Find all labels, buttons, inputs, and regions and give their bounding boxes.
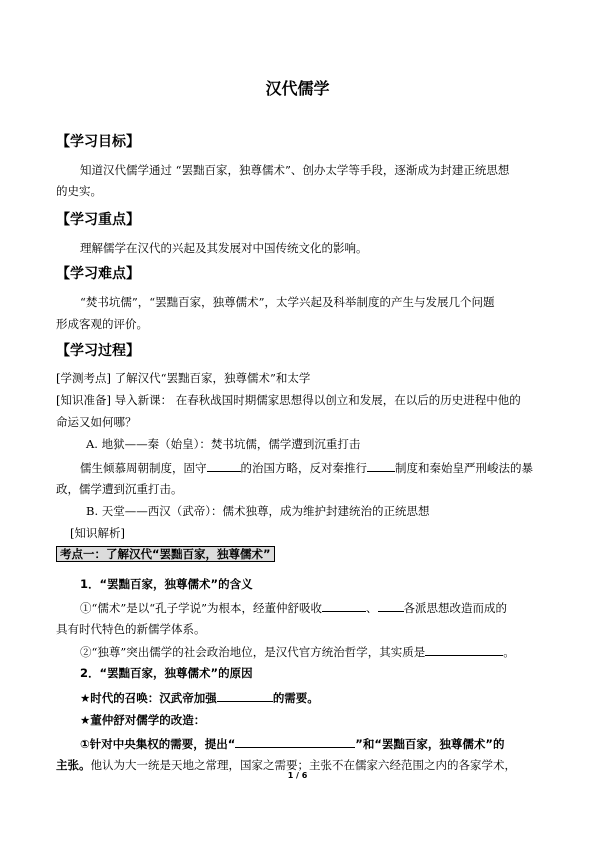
star-1-post: 的需要。: [272, 691, 319, 705]
meaning-1-mid: 、: [366, 601, 378, 615]
difficulty-text-line2: 形成客观的评价。: [56, 317, 148, 331]
heading-key-point: 【学习重点】: [56, 212, 140, 228]
option-a-para-line2: 政，儒学遭到沉重打击。: [56, 482, 183, 496]
knowledge-analysis-label: [知识解析]: [70, 526, 125, 540]
meaning-2-line: [80, 643, 515, 660]
a-para-mid: 的治国方略，反对秦推行: [240, 461, 367, 475]
option-b-line: B. 天堂——西汉（武帝）：儒术独尊，成为维护封建统治的正统思想: [86, 504, 430, 518]
goal-text-line1: 知道汉代儒学通过 “罢黜百家，独尊儒术”、创办太学等手段，逐渐成为封建正统思想: [80, 163, 510, 177]
meaning-line1: [80, 599, 507, 616]
star-1-pre: ★时代的召唤：汉武帝加强: [80, 691, 217, 705]
blank-absorb-1[interactable]: [322, 599, 366, 612]
heading-difficulty: 【学习难点】: [56, 266, 140, 282]
knowledge-prep-line2: 命运又如何哪？: [56, 415, 137, 429]
blank-essence[interactable]: [425, 643, 503, 656]
option-a-para-line1: [80, 459, 533, 476]
exam-point-line: [学测考点] 了解汉代“罢黜百家，独尊儒术”和太学: [56, 371, 311, 385]
page-number: 1 / 6: [287, 771, 308, 780]
star-line-1: [80, 689, 319, 706]
reform-1-pre: ①针对中央集权的需要，提出“: [80, 737, 236, 751]
blank-governance[interactable]: [207, 459, 241, 472]
reform-1-post: ”和“罢黜百家，独尊儒术”的: [355, 737, 505, 751]
reform-2-bold: 主张。: [56, 758, 91, 772]
exam-point-1-box: [56, 546, 275, 562]
knowledge-prep-line1: [知识准备] 导入新课： 在春秋战国时期儒家思想得以创立和发展，在以后的历史进程中他的: [56, 393, 521, 407]
difficulty-text-line1: “焚书坑儒”，“罢黜百家，独尊儒术”，太学兴起及科举制度的产生与发展几个问题: [80, 295, 495, 309]
heading-learning-process: 【学习过程】: [56, 343, 140, 359]
reform-line-1: [80, 735, 504, 752]
reform-2-rest: 他认为大一统是天地之常理，国家之需要；主张不在儒家六经范围之内的各家学术，: [90, 758, 516, 772]
page-title: 汉代儒学: [265, 79, 330, 98]
a-para-pre: 儒生倾慕周朝制度，固守: [80, 461, 207, 475]
exam-point-1-label: 考点一：了解汉代“罢黜百家，独尊儒术”: [56, 546, 275, 562]
option-a-line: A. 地狱——秦（始皇）：焚书坑儒，儒学遭到沉重打击: [86, 437, 361, 451]
item-2-heading: 2．“罢黜百家，独尊儒术”的原因: [80, 666, 253, 680]
meaning-line2: 具有时代特色的新儒学体系。: [56, 622, 206, 636]
item-1-heading: 1．“罢黜百家，独尊儒术”的含义: [80, 577, 253, 591]
goal-text-line2: 的史实。: [56, 184, 102, 198]
heading-learning-goal: 【学习目标】: [56, 134, 140, 150]
meaning-2-post: 。: [503, 645, 515, 659]
blank-strengthen[interactable]: [217, 689, 273, 702]
blank-proposal[interactable]: [235, 735, 355, 748]
meaning-2-pre: ②“独尊”突出儒学的社会政治地位，是汉代官方统治哲学，其实质是: [80, 645, 426, 659]
blank-system[interactable]: [367, 459, 395, 472]
meaning-1-post: 各派思想改造而成的: [403, 601, 508, 615]
blank-absorb-2[interactable]: [378, 599, 404, 612]
meaning-1-pre: ①“儒术”是以“孔子学说”为根本，经董仲舒吸收: [80, 601, 323, 615]
key-text-line1: 理解儒学在汉代的兴起及其发展对中国传统文化的影响。: [80, 241, 368, 255]
a-para-post: 制度和秦始皇严刑峻法的暴: [395, 461, 533, 475]
star-line-2: ★董仲舒对儒学的改造：: [80, 713, 206, 727]
